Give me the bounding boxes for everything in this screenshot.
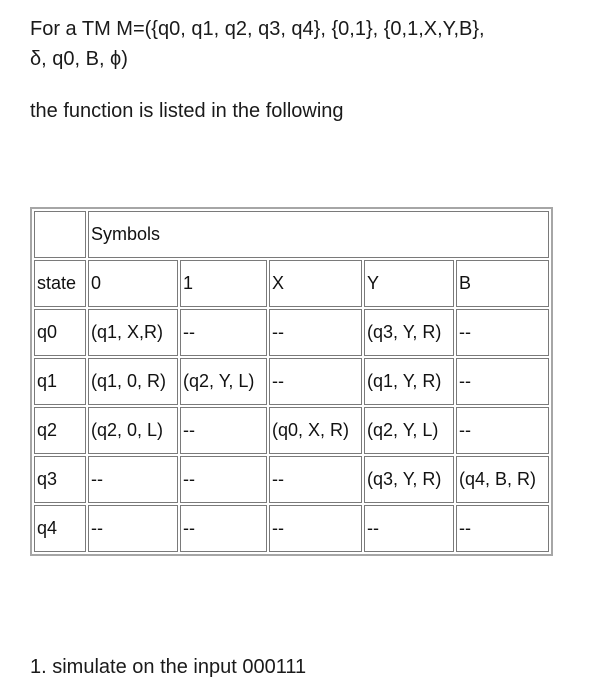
column-header: X — [269, 260, 362, 307]
state-cell: q1 — [34, 358, 86, 405]
transition-cell: -- — [88, 505, 178, 552]
symbols-header: Symbols — [88, 211, 549, 258]
transition-cell: -- — [364, 505, 454, 552]
state-cell: q2 — [34, 407, 86, 454]
transition-cell: (q1, X,R) — [88, 309, 178, 356]
transition-cell: -- — [269, 309, 362, 356]
empty-corner-cell — [34, 211, 86, 258]
transition-cell: -- — [269, 456, 362, 503]
heading-line-1: For a TM M=({q0, q1, q2, q3, q4}, {0,1}, {0,1,X,Y,B}, — [30, 18, 485, 40]
table-header-row-symbols — [34, 211, 549, 258]
transition-cell: -- — [180, 309, 267, 356]
transition-cell: (q1, Y, R) — [364, 358, 454, 405]
transition-cell: (q2, Y, L) — [180, 358, 267, 405]
state-cell: q0 — [34, 309, 86, 356]
heading-line-2: δ, q0, B, ϕ) — [30, 48, 128, 70]
transition-cell: -- — [456, 358, 549, 405]
transition-cell: -- — [269, 505, 362, 552]
table-row — [34, 456, 549, 503]
transition-cell: (q1, 0, R) — [88, 358, 178, 405]
column-header: 0 — [88, 260, 178, 307]
state-cell: q4 — [34, 505, 86, 552]
transition-cell: (q3, Y, R) — [364, 309, 454, 356]
column-header: Y — [364, 260, 454, 307]
transition-cell: -- — [269, 358, 362, 405]
subtitle: the function is listed in the following — [30, 100, 344, 122]
question-text: 1. simulate on the input 000111 — [30, 656, 307, 678]
column-header: B — [456, 260, 549, 307]
column-header: 1 — [180, 260, 267, 307]
table-row — [34, 358, 549, 405]
table-header-row — [34, 260, 549, 307]
transition-cell: -- — [180, 456, 267, 503]
table-row — [34, 505, 549, 552]
transition-cell: -- — [456, 505, 549, 552]
problem-statement — [30, 14, 570, 74]
state-header: state — [34, 260, 86, 307]
table-row — [34, 309, 549, 356]
state-cell: q3 — [34, 456, 86, 503]
transition-cell: (q2, 0, L) — [88, 407, 178, 454]
transition-cell: -- — [180, 407, 267, 454]
transition-cell: -- — [88, 456, 178, 503]
transition-table — [30, 207, 553, 556]
transition-cell: -- — [456, 309, 549, 356]
transition-cell: (q0, X, R) — [269, 407, 362, 454]
transition-cell: (q3, Y, R) — [364, 456, 454, 503]
transition-cell: -- — [456, 407, 549, 454]
transition-cell: -- — [180, 505, 267, 552]
table-row — [34, 407, 549, 454]
transition-cell: (q2, Y, L) — [364, 407, 454, 454]
transition-cell: (q4, B, R) — [456, 456, 549, 503]
